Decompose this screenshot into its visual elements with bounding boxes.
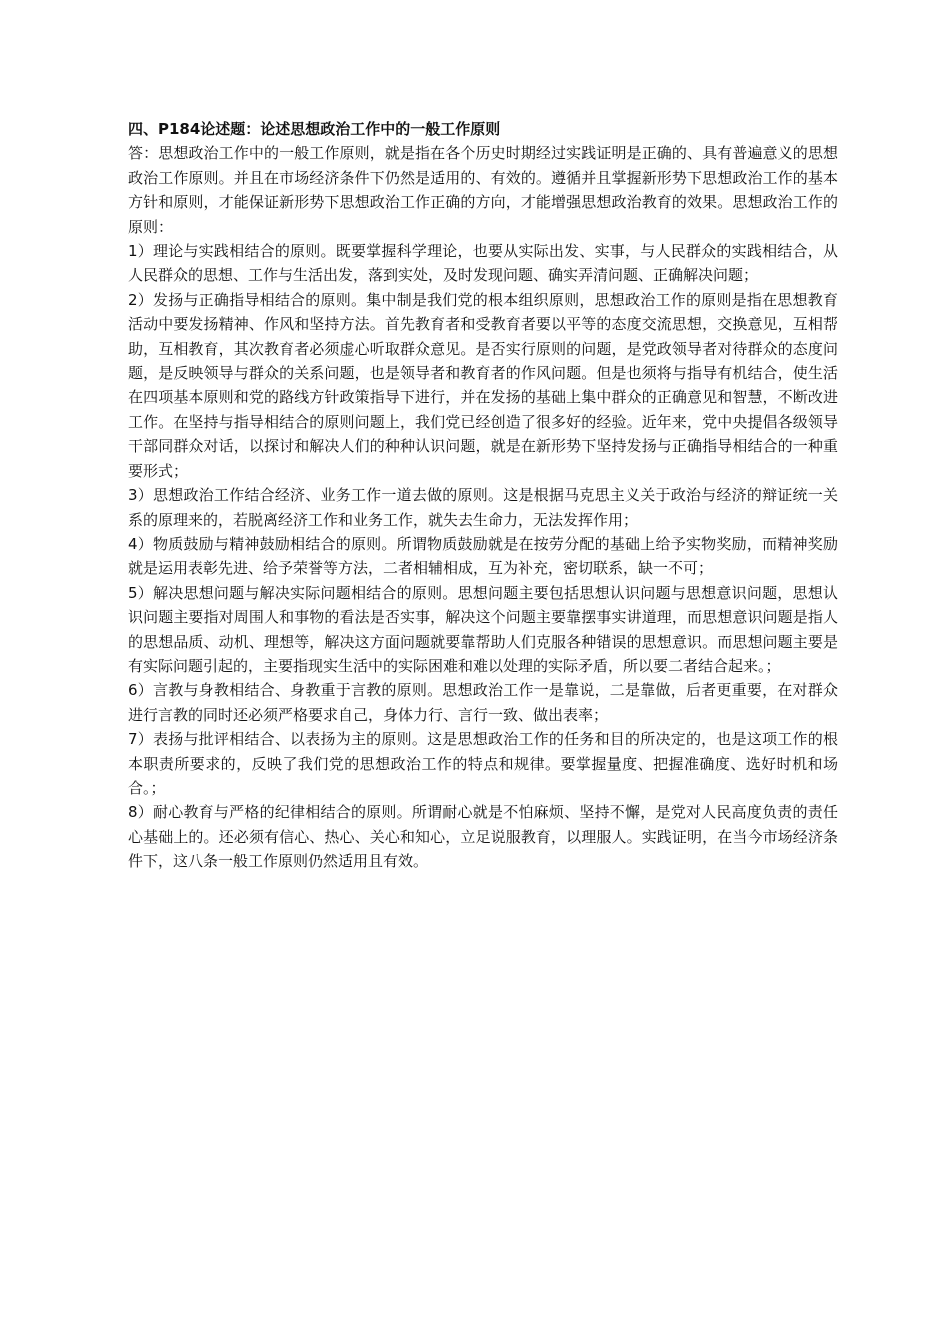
principle-1: 1）理论与实践相结合的原则。既要掌握科学理论，也要从实际出发、实事，与人民群众的实践相结合，从人民群众的思想、工作与生活出发，落到实处，及时发现问题、确实弄清问题、正确解决问题； [128,242,838,285]
principle-6: 6）言教与身教相结合、身教重于言教的原则。思想政治工作一是靠说，二是靠做，后者更重要，在对群众进行言教的同时还必须严格要求自己，身体力行、言行一致、做出表率； [128,681,838,724]
principle-4: 4）物质鼓励与精神鼓励相结合的原则。所谓物质鼓励就是在按劳分配的基础上给予实物奖励，而精神奖励就是运用表彰先进、给予荣誉等方法，二者相辅相成，互为补充，密切联系，缺一不可； [128,534,838,578]
question-title: 四、P184论述题：论述思想政治工作中的一般工作原则 [128,120,501,138]
principle-2: 2）发扬与正确指导相结合的原则。集中制是我们党的根本组织原则，思想政治工作的原则是指在思想教育活动中要发扬精神、作风和坚持方法。首先教育者和受教育者要以平等的态度交流思想，交换意见，互相帮助，互相教育，其次教育者必须虚心听取群众意见。是否实行原则的问题，是党政领导者对待群众的态度问题，是反映领导与群众的关系问题，也是领导者和教育者的作风问题。但是也须将与指导有机结合，使生活在四项基本原则和党的路线方针政策指导下进行，并在发扬的基础上集中群众的正确意见和智慧，不断改进工作。在坚持与指导相结合的原则问题上，我们党已经创造了很多好的经验。近年来，党中央提倡各级领导干部同群众对话，以探讨和解决人们的种种认识问题，就是在新形势下坚持发扬与正确指导相结合的一种重要形式； [128,290,838,480]
answer-intro: 答：思想政治工作中的一般工作原则，就是指在各个历史时期经过实践证明是正确的、具有普遍意义的思想政治工作原则。并且在市场经济条件下仍然是适用的、有效的。遵循并且掌握新形势下思想政治工作的基本方针和原则，才能保证新形势下思想政治工作正确的方向，才能增强思想政治教育的效果。思想政治工作的原则： [128,144,838,236]
principle-7: 7）表扬与批评相结合、以表扬为主的原则。这是思想政治工作的任务和目的所决定的，也是这项工作的根本职责所要求的，反映了我们党的思想政治工作的特点和规律。要掌握量度、把握准确度、选好时机和场合。； [128,730,838,797]
principle-3: 3）思想政治工作结合经济、业务工作一道去做的原则。这是根据马克思主义关于政治与经济的辩证统一关系的原理来的，若脱离经济工作和业务工作，就失去生命力，无法发挥作用； [128,486,838,529]
principle-5: 5）解决思想问题与解决实际问题相结合的原则。思想问题主要包括思想认识问题与思想意识问题，思想认识问题主要指对周围人和事物的看法是否实事，解决这个问题主要靠摆事实讲道理，而思想意识问题是指人的思想品质、动机、理想等，解决这方面问题就要靠帮助人们克服各种错误的思想意识。而思想问题主要是有实际问题引起的，主要指现实生活中的实际困难和难以处理的实际矛盾，所以要二者结合起来。； [128,583,838,675]
principle-8: 8）耐心教育与严格的纪律相结合的原则。所谓耐心就是不怕麻烦、坚持不懈，是党对人民高度负责的责任心基础上的。还必须有信心、热心、关心和知心，立足说服教育，以理服人。实践证明，在当今市场经济条件下，这八条一般工作原则仍然适用且有效。 [128,803,838,871]
document-body [128,117,838,874]
